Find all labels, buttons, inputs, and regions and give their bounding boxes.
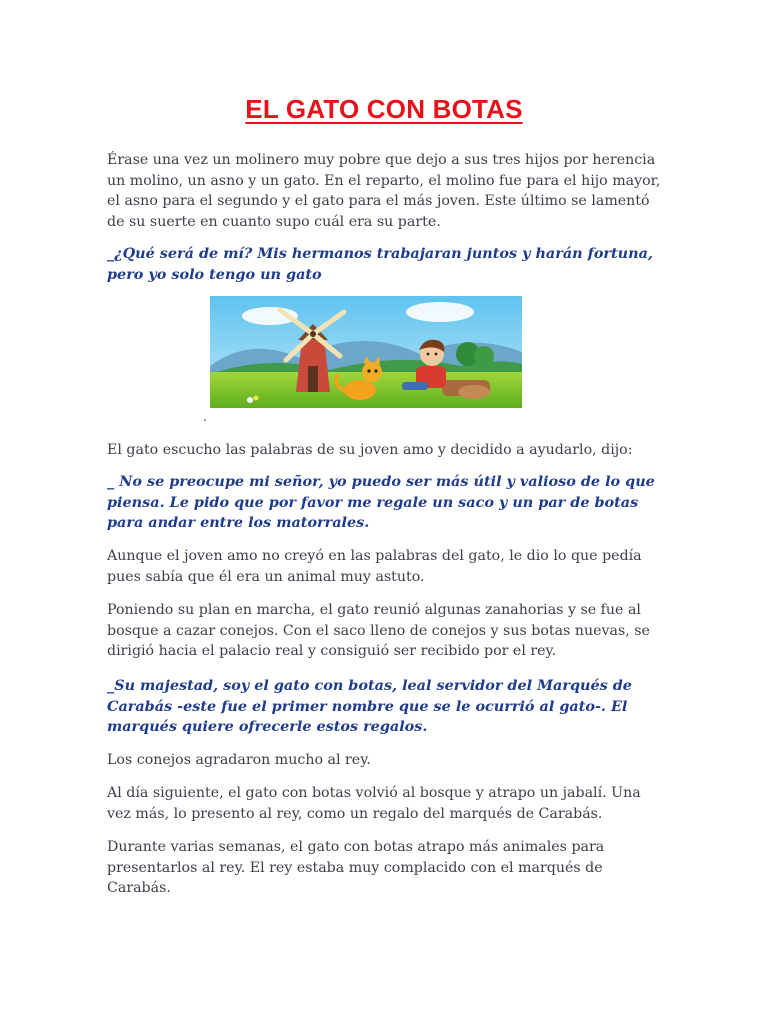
paragraph-master-gives: Aunque el joven amo no creyó en las palabras del gato, le dio lo que pedía pues sabía que él era un animal muy astuto. [107, 548, 642, 585]
quote-cat-offer: _ No se preocupe mi señor, yo puedo ser más útil y valioso de lo que piensa. Le pido que por favor me regale un saco y un par de botas para andar entre los matorrales. [107, 473, 655, 531]
paragraph-weeks: Durante varias semanas, el gato con botas atrapo más animales para presentarlos al rey. El rey estaba muy complacido con el marqués de Carabás. [107, 839, 605, 896]
story-title: EL GATO CON BOTAS [245, 94, 523, 124]
story-illustration [210, 296, 522, 408]
quote-son-lament: _¿Qué será de mí? Mis hermanos trabajaran juntos y harán fortuna, pero yo solo tengo un gato [107, 245, 653, 283]
paragraph-cat-hunts: Poniendo su plan en marcha, el gato reunió algunas zanahorias y se fue al bosque a cazar conejos. Con el saco lleno de conejos y sus botas nuevas, se dirigió hacia el palacio real y consiguió ser recibido por el rey. [107, 602, 650, 659]
paragraph-cat-listens: El gato escucho las palabras de su joven amo y decidido a ayudarlo, dijo: [107, 442, 633, 458]
windmill-boy-cat-illustration [210, 296, 522, 408]
quote-cat-to-king: _Su majestad, soy el gato con botas, leal servidor del Marqués de Carabás -este fue el primer nombre que se le ocurrió al gato-. El marqués quiere ofrecerle estos regalos. [107, 677, 632, 735]
caption-dot: . [203, 410, 207, 424]
paragraph-intro: Érase una vez un molinero muy pobre que dejo a sus tres hijos por herencia un molino, un asno y un gato. En el reparto, el molino fue para el hijo mayor, el asno para el segundo y el gato para el más joven. Este último se lamentó de su suerte en cuanto supo cuál era su parte. [107, 152, 661, 230]
paragraph-boar: Al día siguiente, el gato con botas volvió al bosque y atrapo un jabalí. Una vez más, lo presento al rey, como un regalo del marqués de Carabás. [107, 785, 641, 822]
paragraph-king-pleased: Los conejos agradaron mucho al rey. [107, 752, 371, 768]
